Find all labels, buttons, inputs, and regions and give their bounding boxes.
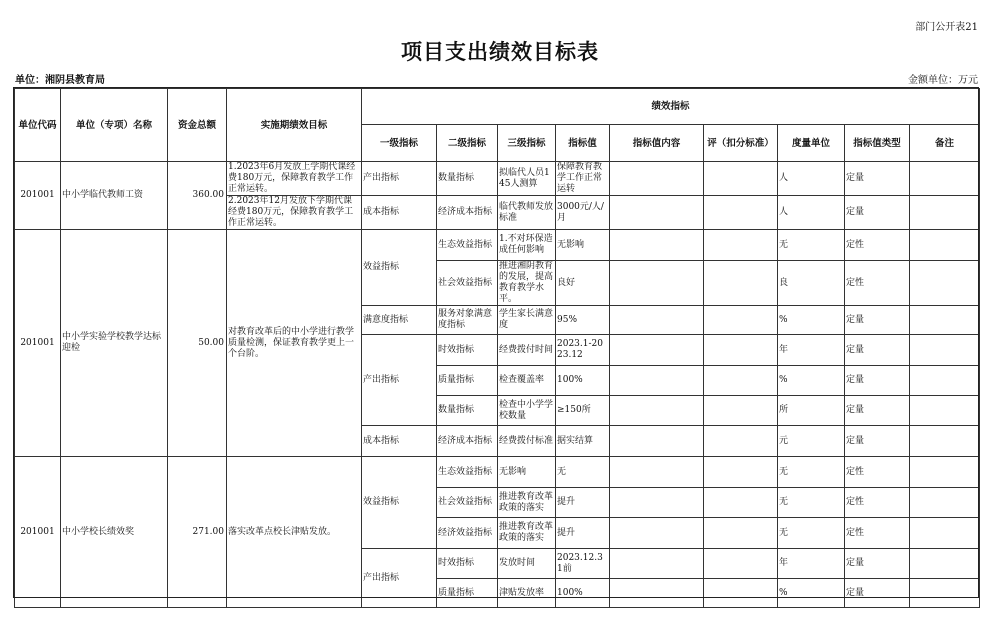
measure-unit-cell: 无 [778, 518, 845, 549]
level2-cell: 生态效益指标 [437, 457, 498, 488]
header-value-content: 指标值内容 [610, 125, 704, 162]
level1-cell: 产出指标 [362, 549, 437, 608]
level1-cell: 产出指标 [362, 335, 437, 426]
remark-cell [910, 162, 980, 196]
header-measure-unit: 度量单位 [778, 125, 845, 162]
score-cell [704, 488, 778, 518]
header-performance: 绩效指标 [362, 89, 980, 125]
value-cell: 95% [556, 306, 610, 335]
measure-unit-cell: 所 [778, 396, 845, 426]
level3-cell: 推进教育改革政策的落实 [498, 488, 556, 518]
value-type-cell: 定量 [845, 579, 910, 608]
level1-cell: 效益指标 [362, 457, 437, 549]
level3-cell: 无影响 [498, 457, 556, 488]
score-cell [704, 230, 778, 261]
score-cell [704, 196, 778, 230]
score-cell [704, 518, 778, 549]
level3-cell: 检查中小学学校数量 [498, 396, 556, 426]
value-content-cell [610, 518, 704, 549]
remark-cell [910, 396, 980, 426]
level2-cell: 数量指标 [437, 162, 498, 196]
goal-cell: 落实改革点校长津贴发放。 [227, 457, 362, 608]
value-type-cell: 定量 [845, 549, 910, 579]
page-number: 部门公开表21 [915, 22, 978, 33]
remark-cell [910, 579, 980, 608]
level2-cell: 服务对象满意度指标 [437, 306, 498, 335]
table-row [15, 230, 980, 261]
remark-cell [910, 196, 980, 230]
measure-unit-cell: % [778, 579, 845, 608]
project-name-cell: 中小学校长绩效奖 [61, 457, 168, 608]
remark-cell [910, 518, 980, 549]
score-cell [704, 162, 778, 196]
level3-cell: 1.不对环保造成任何影响 [498, 230, 556, 261]
value-type-cell: 定性 [845, 230, 910, 261]
header-value: 指标值 [556, 125, 610, 162]
org-unit-label: 单位：湘阴县教育局 [15, 75, 105, 86]
value-type-cell: 定量 [845, 335, 910, 366]
value-content-cell [610, 549, 704, 579]
value-cell: 3000元/人/月 [556, 196, 610, 230]
table-row [15, 162, 980, 196]
measure-unit-cell: % [778, 306, 845, 335]
value-cell: 提升 [556, 518, 610, 549]
page-title: 项目支出绩效目标表 [401, 40, 599, 64]
value-cell: 无 [556, 457, 610, 488]
level1-cell: 成本指标 [362, 426, 437, 457]
remark-cell [910, 457, 980, 488]
level2-cell: 经济效益指标 [437, 518, 498, 549]
unit-code-cell: 201001 [15, 457, 61, 608]
value-content-cell [610, 162, 704, 196]
amount-cell: 360.00 [168, 162, 227, 230]
level2-cell: 时效指标 [437, 549, 498, 579]
header-level2: 二级指标 [437, 125, 498, 162]
value-type-cell: 定量 [845, 366, 910, 396]
value-content-cell [610, 261, 704, 306]
measure-unit-cell: 良 [778, 261, 845, 306]
value-content-cell [610, 396, 704, 426]
measure-unit-cell: 无 [778, 488, 845, 518]
project-name-cell: 中小学实验学校教学达标迎检 [61, 230, 168, 457]
value-cell: 2023.1-2023.12 [556, 335, 610, 366]
level3-cell: 经费拨付时间 [498, 335, 556, 366]
value-cell: 良好 [556, 261, 610, 306]
measure-unit-cell: 无 [778, 457, 845, 488]
goal-cell: 2.2023年12月发放下学期代课经费180万元，保障教育教学工作正常运转。 [227, 196, 362, 230]
header-unit-code: 单位代码 [15, 89, 61, 162]
measure-unit-cell: 元 [778, 426, 845, 457]
level3-cell: 经费拨付标准 [498, 426, 556, 457]
remark-cell [910, 306, 980, 335]
level3-cell: 拟临代人员145人测算 [498, 162, 556, 196]
value-cell: 保障教育教学工作正常运转 [556, 162, 610, 196]
header-level1: 一级指标 [362, 125, 437, 162]
level3-cell: 学生家长满意度 [498, 306, 556, 335]
value-cell: 据实结算 [556, 426, 610, 457]
value-content-cell [610, 426, 704, 457]
value-type-cell: 定量 [845, 306, 910, 335]
measure-unit-cell: 无 [778, 230, 845, 261]
level2-cell: 质量指标 [437, 579, 498, 608]
remark-cell [910, 335, 980, 366]
amount-cell: 50.00 [168, 230, 227, 457]
score-cell [704, 396, 778, 426]
header-remark: 备注 [910, 125, 980, 162]
level2-cell: 社会效益指标 [437, 261, 498, 306]
level2-cell: 质量指标 [437, 366, 498, 396]
value-content-cell [610, 335, 704, 366]
level2-cell: 时效指标 [437, 335, 498, 366]
value-content-cell [610, 457, 704, 488]
level3-cell: 推进教育改革政策的落实 [498, 518, 556, 549]
score-cell [704, 261, 778, 306]
level2-cell: 经济成本指标 [437, 196, 498, 230]
value-cell: ≥150所 [556, 396, 610, 426]
remark-cell [910, 426, 980, 457]
score-cell [704, 366, 778, 396]
value-type-cell: 定性 [845, 488, 910, 518]
header-total-amount: 资金总额 [168, 89, 227, 162]
level2-cell: 生态效益指标 [437, 230, 498, 261]
level1-cell: 效益指标 [362, 230, 437, 306]
level3-cell: 临代教师发放标准 [498, 196, 556, 230]
value-cell: 无影响 [556, 230, 610, 261]
remark-cell [910, 549, 980, 579]
level3-cell: 检查覆盖率 [498, 366, 556, 396]
goal-cell: 对教育改革后的中小学进行教学质量检测，保证教育教学更上一个台阶。 [227, 230, 362, 457]
remark-cell [910, 230, 980, 261]
value-content-cell [610, 366, 704, 396]
goal-cell: 1.2023年6月发放上学期代课经费180万元，保障教育教学工作正常运转。 [227, 162, 362, 196]
level1-cell: 产出指标 [362, 162, 437, 196]
value-content-cell [610, 196, 704, 230]
level1-cell: 成本指标 [362, 196, 437, 230]
level2-cell: 经济成本指标 [437, 426, 498, 457]
header-value-type: 指标值类型 [845, 125, 910, 162]
value-type-cell: 定性 [845, 261, 910, 306]
score-cell [704, 306, 778, 335]
measure-unit-cell: 人 [778, 196, 845, 230]
header-score: 评（扣分标准） [704, 125, 778, 162]
amount-cell: 271.00 [168, 457, 227, 608]
header-level3: 三级指标 [498, 125, 556, 162]
value-content-cell [610, 230, 704, 261]
level2-cell: 数量指标 [437, 396, 498, 426]
value-content-cell [610, 306, 704, 335]
score-cell [704, 549, 778, 579]
value-type-cell: 定性 [845, 518, 910, 549]
performance-table [14, 88, 980, 608]
level3-cell: 发放时间 [498, 549, 556, 579]
remark-cell [910, 488, 980, 518]
score-cell [704, 579, 778, 608]
remark-cell [910, 261, 980, 306]
value-content-cell [610, 579, 704, 608]
value-type-cell: 定性 [845, 457, 910, 488]
score-cell [704, 457, 778, 488]
score-cell [704, 426, 778, 457]
measure-unit-cell: 年 [778, 335, 845, 366]
value-cell: 100% [556, 579, 610, 608]
score-cell [704, 335, 778, 366]
value-type-cell: 定量 [845, 396, 910, 426]
value-type-cell: 定量 [845, 196, 910, 230]
value-cell: 2023.12.31前 [556, 549, 610, 579]
value-type-cell: 定量 [845, 426, 910, 457]
measure-unit-cell: 人 [778, 162, 845, 196]
measure-unit-cell: % [778, 366, 845, 396]
remark-cell [910, 366, 980, 396]
unit-code-cell: 201001 [15, 162, 61, 230]
currency-unit-label: 金额单位：万元 [908, 75, 978, 86]
level3-cell: 推进湘阴教育的发展，提高教育教学水平。 [498, 261, 556, 306]
level3-cell: 津贴发放率 [498, 579, 556, 608]
value-content-cell [610, 488, 704, 518]
level2-cell: 社会效益指标 [437, 488, 498, 518]
project-name-cell: 中小学临代教师工资 [61, 162, 168, 230]
measure-unit-cell: 年 [778, 549, 845, 579]
unit-code-cell: 201001 [15, 230, 61, 457]
value-type-cell: 定量 [845, 162, 910, 196]
header-goal: 实施期绩效目标 [227, 89, 362, 162]
value-cell: 100% [556, 366, 610, 396]
value-cell: 提升 [556, 488, 610, 518]
header-project-name: 单位（专项）名称 [61, 89, 168, 162]
table-row [15, 457, 980, 488]
level1-cell: 满意度指标 [362, 306, 437, 335]
